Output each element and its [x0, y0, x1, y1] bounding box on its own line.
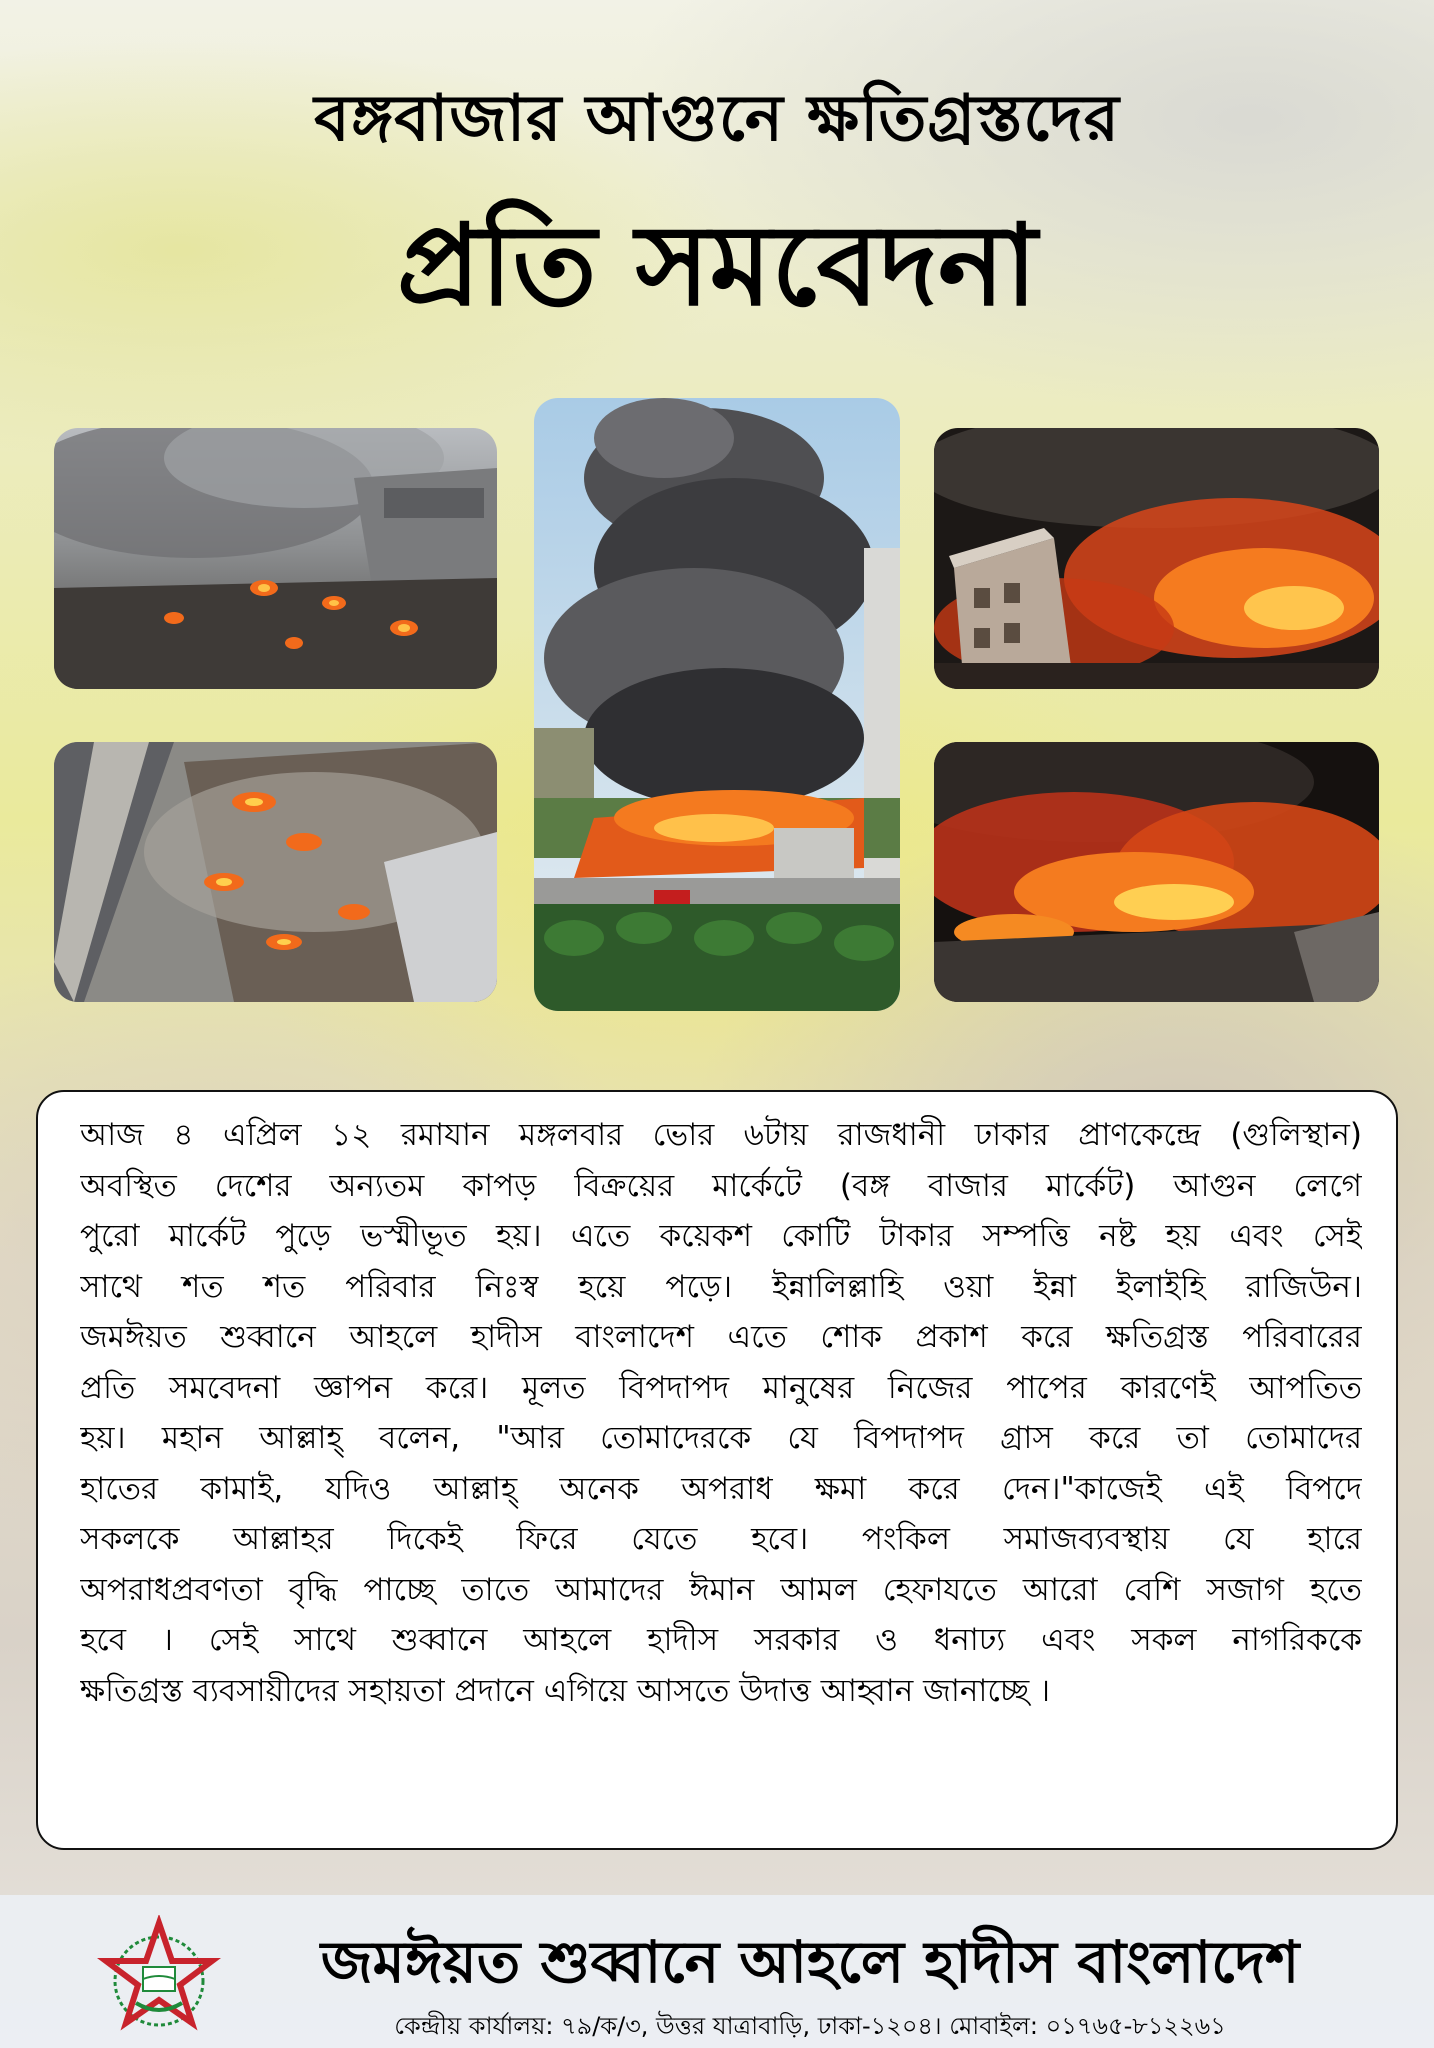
statement-line-5: জমঈয়ত শুব্বানে আহলে হাদীস বাংলাদেশ এতে শোক প্রকাশ করে ক্ষতিগ্রস্ত পরিবারের [80, 1319, 1362, 1355]
organization-logo-icon [96, 1915, 222, 2041]
headline-line-1: বঙ্গবাজার আগুনে ক্ষতিগ্রস্তদের [314, 82, 1120, 156]
statement-line-8: হাতের কামাই, যদিও আল্লাহ্ অনেক অপরাধ ক্ষমা করে দেন।"কাজেই এই বিপদে [80, 1470, 1362, 1507]
fire-photo-top-left [54, 428, 497, 689]
statement-line-4: সাথে শত শত পরিবার নিঃস্ব হয়ে পড়ে। ইন্নালিল্লাহি ওয়া ইন্না ইলাইহি রাজিউন। [80, 1268, 1362, 1305]
statement-line-7: হয়। মহান আল্লাহ্ বলেন, "আর তোমাদেরকে যে বিপদাপদ গ্রাস করে তা তোমাদের [80, 1420, 1362, 1456]
headline-line-2: প্রতি সমবেদনা [396, 201, 1038, 331]
statement-line-9: সকলকে আল্লাহর দিকেই ফিরে যেতে হবে। পংকিল সমাজব্যবস্থায় যে হারে [80, 1521, 1362, 1557]
statement-line-6: প্রতি সমবেদনা জ্ঞাপন করে। মূলত বিপদাপদ মানুষের নিজের পাপের কারণেই আপতিত [80, 1369, 1362, 1406]
statement-line-2: অবস্থিত দেশের অন্যতম কাপড় বিক্রয়ের মার্কেটে (বঙ্গ বাজার মার্কেট) আগুন লেগে [80, 1167, 1362, 1204]
statement-line-12: ক্ষতিগ্রস্ত ব্যবসায়ীদের সহায়তা প্রদানে এগিয়ে আসতে উদাত্ত আহ্বান জানাচ্ছে । [80, 1672, 1051, 1709]
fire-photo-bottom-right [934, 742, 1379, 1002]
fire-photo-center [534, 398, 900, 1011]
statement-line-3: পুরো মার্কেট পুড়ে ভস্মীভূত হয়। এতে কয়েকশ কোটি টাকার সম্পত্তি নষ্ট হয় এবং সেই [80, 1218, 1362, 1254]
statement-line-11: হবে । সেই সাথে শুব্বানে আহলে হাদীস সরকার ও ধনাঢ্য এবং সকল নাগরিককে [80, 1622, 1362, 1658]
fire-photo-top-right [934, 428, 1379, 689]
statement-line-1: আজ ৪ এপ্রিল ১২ রমাযান মঙ্গলবার ভোর ৬টায় রাজধানী ঢাকার প্রাণকেন্দ্রে (গুলিস্থান) [80, 1117, 1362, 1153]
organization-address: কেন্দ্রীয় কার্যালয়: ৭৯/ক/৩, উত্তর যাত্রাবাড়ি, ঢাকা-১২০৪। মোবাইল: ০১৭৬৫-৮১২২৬১ [394, 2012, 1226, 2040]
statement-text-box [36, 1090, 1398, 1850]
fire-photo-bottom-left [54, 742, 497, 1002]
statement-line-10: অপরাধপ্রবণতা বৃদ্ধি পাচ্ছে তাতে আমাদের ঈমান আমল হেফাযতে আরো বেশি সজাগ হতে [80, 1571, 1362, 1608]
organization-name: জমঈয়ত শুব্বানে আহলে হাদীস বাংলাদেশ [320, 1928, 1300, 1996]
